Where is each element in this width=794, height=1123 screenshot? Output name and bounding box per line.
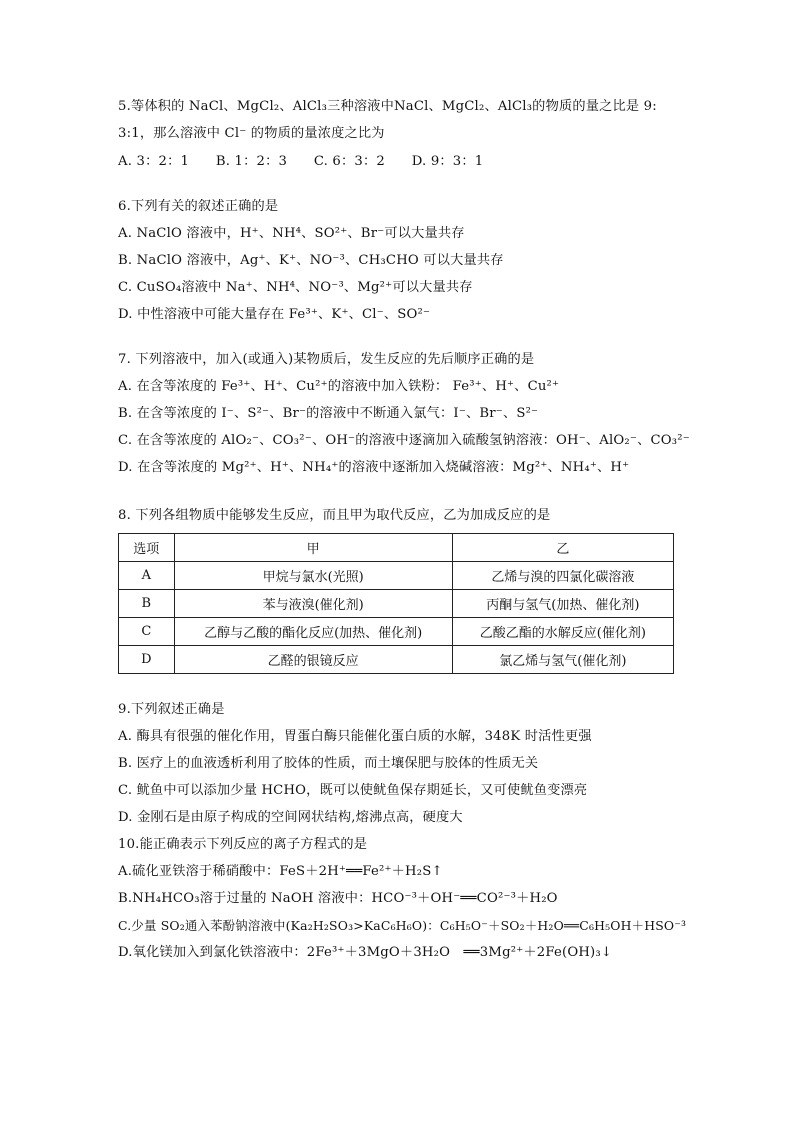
cell-option: A [119, 562, 175, 590]
q10-stem: 10.能正确表示下列反应的离子方程式的是 [118, 837, 368, 852]
q6-option-a: A. NaClO 溶液中，H⁺、NH⁴、SO²⁺、Br⁻可以大量共存 [118, 226, 465, 241]
q7-stem: 7. 下列溶液中，加入(或通入)某物质后，发生反应的先后顺序正确的是 [118, 352, 535, 367]
q7-option-c: C. 在含等浓度的 AlO₂⁻、CO₃²⁻、OH⁻的溶液中逐滴加入硫酸氢钠溶液：OH⁻、AlO₂⁻、CO₃²⁻ [118, 433, 690, 448]
q9-option-b: B. 医疗上的血液透析利用了胶体的性质，而土壤保肥与胶体的性质无关 [118, 756, 539, 771]
q7-option-a: A. 在含等浓度的 Fe³⁺、H⁺、Cu²⁺的溶液中加入铁粉： Fe³⁺、H⁺、Cu²⁺ [118, 379, 560, 394]
header-yi: 乙 [452, 534, 673, 562]
q6-option-b: B. NaClO 溶液中，Ag⁺、K⁺、NO⁻³、CH₃CHO 可以大量共存 [118, 253, 504, 268]
q9-option-a: A. 酶具有很强的催化作用，胃蛋白酶只能催化蛋白质的水解，348K 时活性更强 [118, 729, 592, 744]
q9-stem: 9.下列叙述正确是 [118, 702, 225, 717]
q10-option-d: D.氧化镁加入到氯化铁溶液中：2Fe³⁺＋3MgO＋3H₂O ══3Mg²⁺＋2Fe(OH)₃↓ [118, 945, 613, 960]
cell-jia: 甲烷与氯水(光照) [174, 562, 452, 590]
cell-option: C [119, 618, 175, 646]
q6-option-c: C. CuSO₄溶液中 Na⁺、NH⁴、NO⁻³、Mg²⁺可以大量共存 [118, 280, 473, 295]
q9-option-c: C. 鱿鱼中可以添加少量 HCHO，既可以使鱿鱼保存期延长，又可使鱿鱼变漂亮 [118, 783, 588, 798]
q5-options: A. 3：2：1 B. 1：2：3 C. 6：3：2 D. 9：3：1 [118, 154, 484, 169]
table-header-row [119, 534, 674, 562]
table-row [119, 646, 674, 674]
cell-jia: 乙醇与乙酸的酯化反应(加热、催化剂) [174, 618, 452, 646]
cell-yi: 丙酮与氢气(加热、催化剂) [452, 590, 673, 618]
q10-option-a: A.硫化亚铁溶于稀硝酸中：FeS＋2H⁺══Fe²⁺＋H₂S↑ [118, 864, 443, 879]
cell-jia: 乙醛的银镜反应 [174, 646, 452, 674]
cell-yi: 乙烯与溴的四氯化碳溶液 [452, 562, 673, 590]
q5-stem-line2: 3:1，那么溶液中 Cl⁻ 的物质的量浓度之比为 [118, 126, 385, 141]
q5-stem-line1: 5.等体积的 NaCl、MgCl₂、AlCl₃三种溶液中NaCl、MgCl₂、AlCl₃的物质的量之比是 9: [118, 99, 657, 114]
header-jia: 甲 [174, 534, 452, 562]
cell-option: D [119, 646, 175, 674]
header-option: 选项 [119, 534, 175, 562]
q10-option-c: C.少量 SO₂通入苯酚钠溶液中(Ka₂H₂SO₃>KaC₆H₆O)：C₆H₅O⁻＋SO₂＋H₂O══C₆H₅OH＋HSO⁻³ [118, 918, 687, 933]
table-row [119, 562, 674, 590]
q8-table [118, 533, 674, 674]
q7-option-b: B. 在含等浓度的 I⁻、S²⁻、Br⁻的溶液中不断通入氯气：I⁻、Br⁻、S²⁻ [118, 406, 539, 421]
cell-jia: 苯与液溴(催化剂) [174, 590, 452, 618]
table-row [119, 590, 674, 618]
q6-option-d: D. 中性溶液中可能大量存在 Fe³⁺、K⁺、Cl⁻、SO²⁻ [118, 307, 431, 322]
q8-stem: 8. 下列各组物质中能够发生反应，而且甲为取代反应，乙为加成反应的是 [118, 508, 551, 523]
cell-yi: 氯乙烯与氢气(催化剂) [452, 646, 673, 674]
q6-stem: 6.下列有关的叙述正确的是 [118, 199, 279, 214]
q9-option-d: D. 金刚石是由原子构成的空间网状结构,熔沸点高，硬度大 [118, 810, 463, 825]
cell-option: B [119, 590, 175, 618]
cell-yi: 乙酸乙酯的水解反应(催化剂) [452, 618, 673, 646]
table-row [119, 618, 674, 646]
q10-option-b: B.NH₄HCO₃溶于过量的 NaOH 溶液中：HCO⁻³＋OH⁻══CO²⁻³＋H₂O [118, 891, 558, 906]
q7-option-d: D. 在含等浓度的 Mg²⁺、H⁺、NH₄⁺的溶液中逐渐加入烧碱溶液：Mg²⁺、NH₄⁺、H⁺ [118, 460, 630, 475]
